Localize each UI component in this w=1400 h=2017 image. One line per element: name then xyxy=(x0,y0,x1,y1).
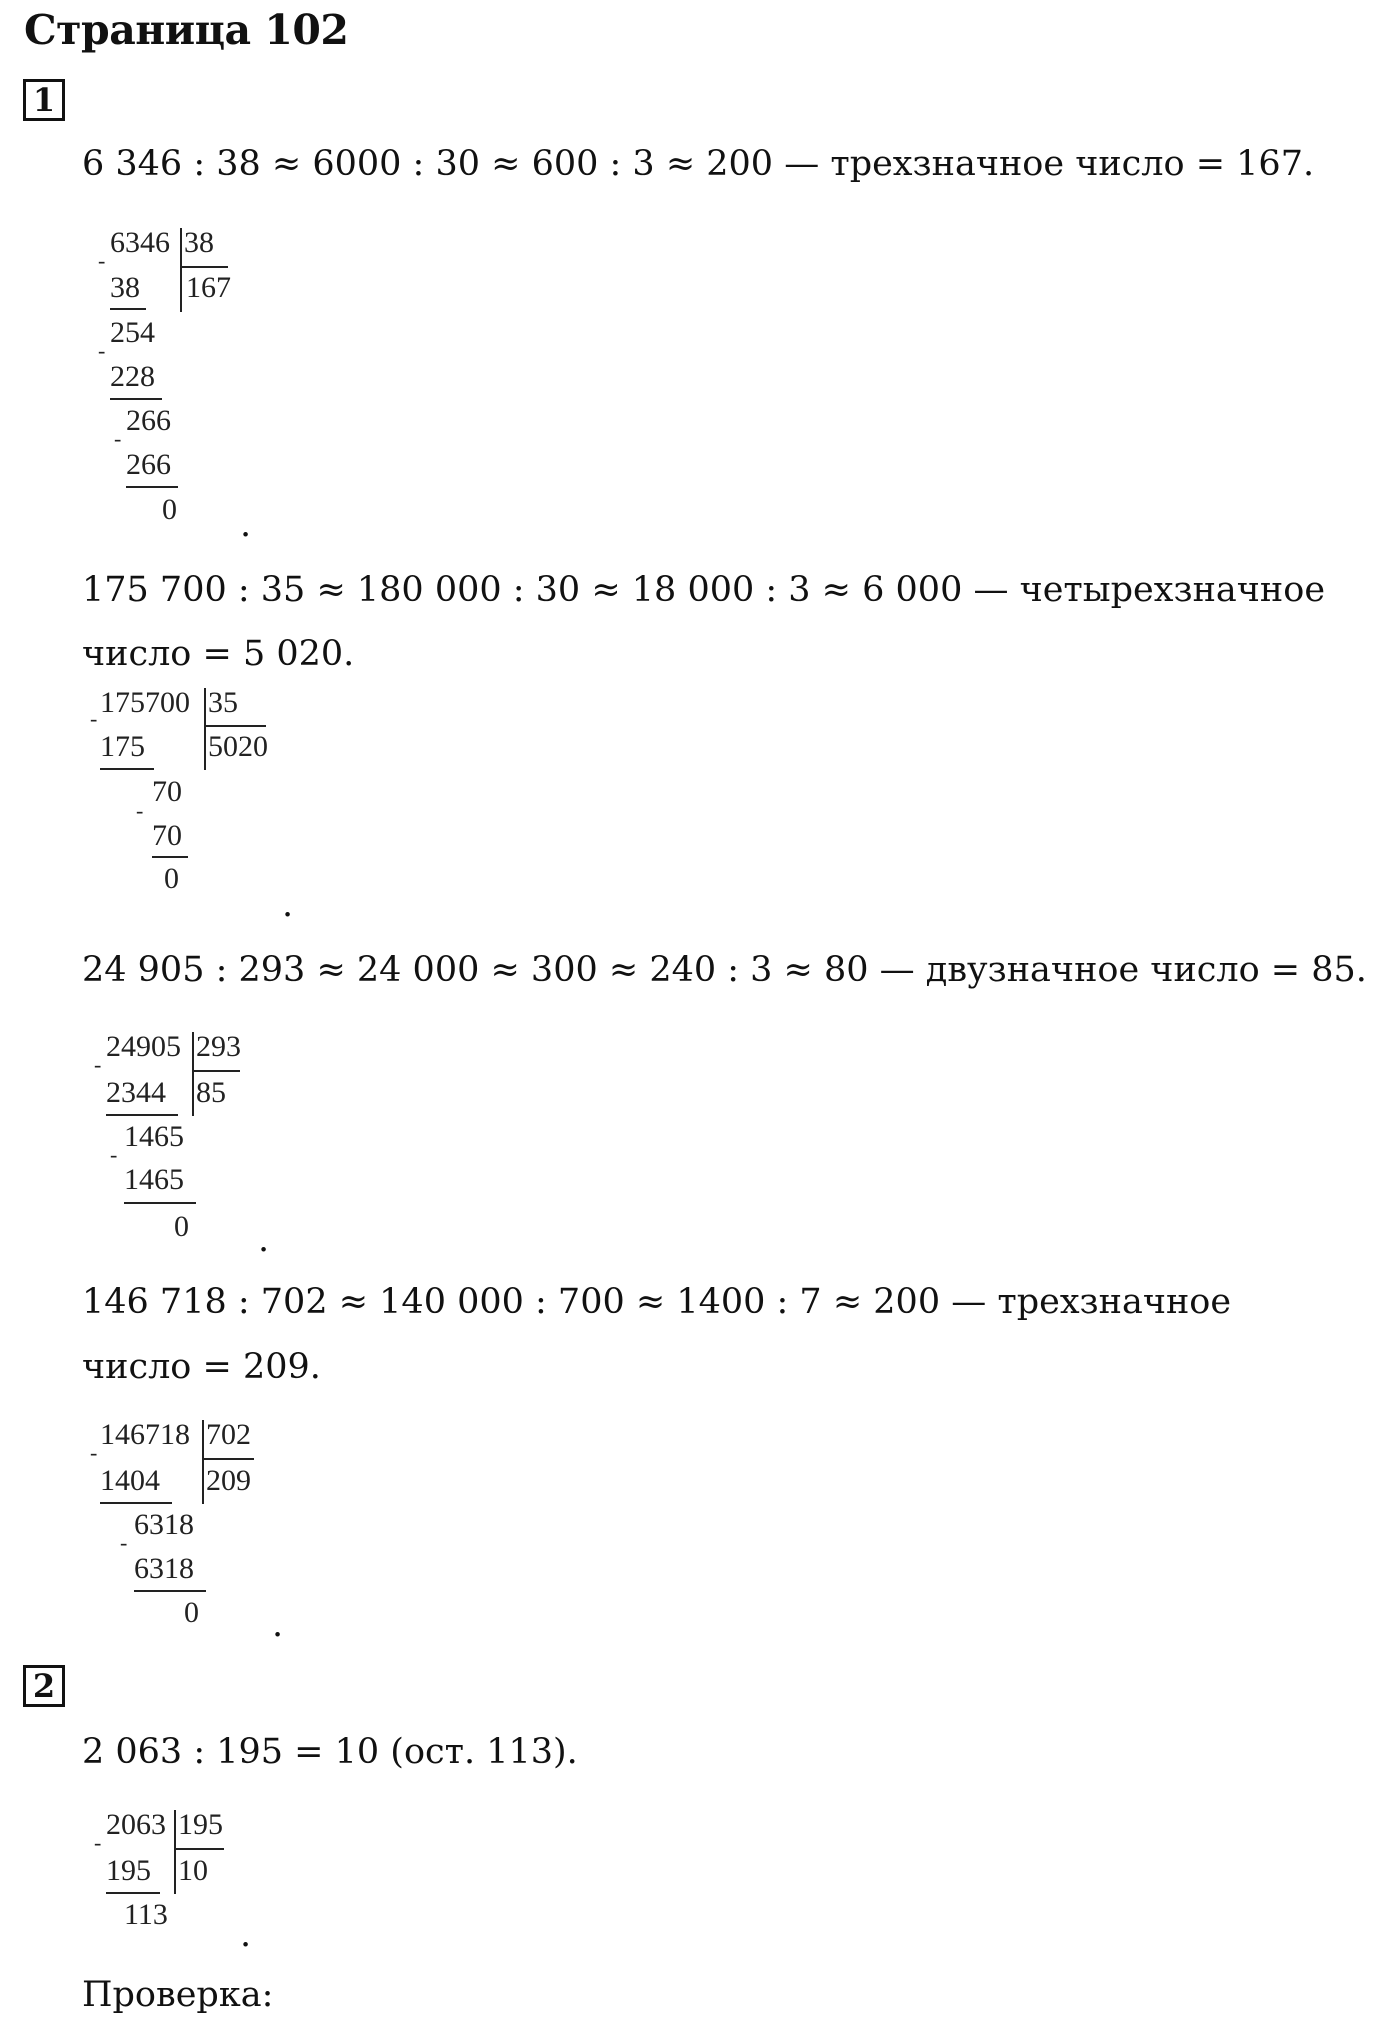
dot: . xyxy=(240,505,252,545)
step: 1404 xyxy=(100,1464,160,1497)
divisor: 195 xyxy=(178,1808,223,1841)
step: 70 xyxy=(152,819,182,852)
step: 70 xyxy=(152,775,182,808)
step: 113 xyxy=(124,1898,168,1931)
step: 228 xyxy=(110,360,155,393)
step: 0 xyxy=(164,862,179,895)
dividend: 6346 xyxy=(110,226,170,259)
task2-line-1: 2 063 : 195 = 10 (ост. 113). xyxy=(82,1732,578,1772)
minus-sign: - xyxy=(98,248,106,273)
quotient: 209 xyxy=(206,1464,251,1497)
minus-sign: - xyxy=(90,1440,98,1465)
step: 2344 xyxy=(106,1076,166,1109)
divisor: 702 xyxy=(206,1418,251,1451)
step: 0 xyxy=(174,1210,189,1243)
divisor: 293 xyxy=(196,1030,241,1063)
dividend: 24905 xyxy=(106,1030,181,1063)
minus-sign: - xyxy=(120,1530,128,1555)
quotient: 167 xyxy=(186,271,231,304)
quotient: 10 xyxy=(178,1854,208,1887)
dot: . xyxy=(258,1220,270,1260)
step: 1465 xyxy=(124,1120,184,1153)
task1-line-1: 6 346 : 38 ≈ 6000 : 30 ≈ 600 : 3 ≈ 200 — трехзначное число = 167. xyxy=(82,144,1315,184)
minus-sign: - xyxy=(94,1052,102,1077)
step: 1465 xyxy=(124,1163,184,1196)
task-number-2: 2 xyxy=(23,1665,65,1707)
minus-sign: - xyxy=(94,1830,102,1855)
task1-line-3: число = 5 020. xyxy=(82,634,355,674)
step: 6318 xyxy=(134,1508,194,1541)
step: 195 xyxy=(106,1854,151,1887)
task-number-1: 1 xyxy=(23,79,65,121)
quotient: 85 xyxy=(196,1076,226,1109)
page-title: Страница 102 xyxy=(24,6,349,54)
minus-sign: - xyxy=(98,338,106,363)
dot: . xyxy=(282,885,294,925)
step: 0 xyxy=(162,493,177,526)
dividend: 2063 xyxy=(106,1808,166,1841)
step: 6318 xyxy=(134,1552,194,1585)
quotient: 5020 xyxy=(208,730,268,763)
step: 0 xyxy=(184,1596,199,1629)
dot: . xyxy=(240,1915,252,1955)
minus-sign: - xyxy=(110,1142,118,1167)
task1-line-5: 146 718 : 702 ≈ 140 000 : 700 ≈ 1400 : 7 ≈ 200 — трехзначное xyxy=(82,1282,1232,1322)
divisor: 35 xyxy=(208,686,238,719)
step: 175 xyxy=(100,730,145,763)
task1-line-2: 175 700 : 35 ≈ 180 000 : 30 ≈ 18 000 : 3 ≈ 6 000 — четырехзначное xyxy=(82,570,1326,610)
task1-line-6: число = 209. xyxy=(82,1347,321,1387)
step: 254 xyxy=(110,316,155,349)
divisor: 38 xyxy=(184,226,214,259)
step: 38 xyxy=(110,271,140,304)
minus-sign: - xyxy=(136,798,144,823)
dividend: 175700 xyxy=(100,686,190,719)
step: 266 xyxy=(126,404,171,437)
dot: . xyxy=(272,1605,284,1645)
check-label: Проверка: xyxy=(82,1975,274,2015)
step: 266 xyxy=(126,448,171,481)
task1-line-4: 24 905 : 293 ≈ 24 000 ≈ 300 ≈ 240 : 3 ≈ 80 — двузначное число = 85. xyxy=(82,950,1367,990)
minus-sign: - xyxy=(114,426,122,451)
minus-sign: - xyxy=(90,706,98,731)
dividend: 146718 xyxy=(100,1418,190,1451)
